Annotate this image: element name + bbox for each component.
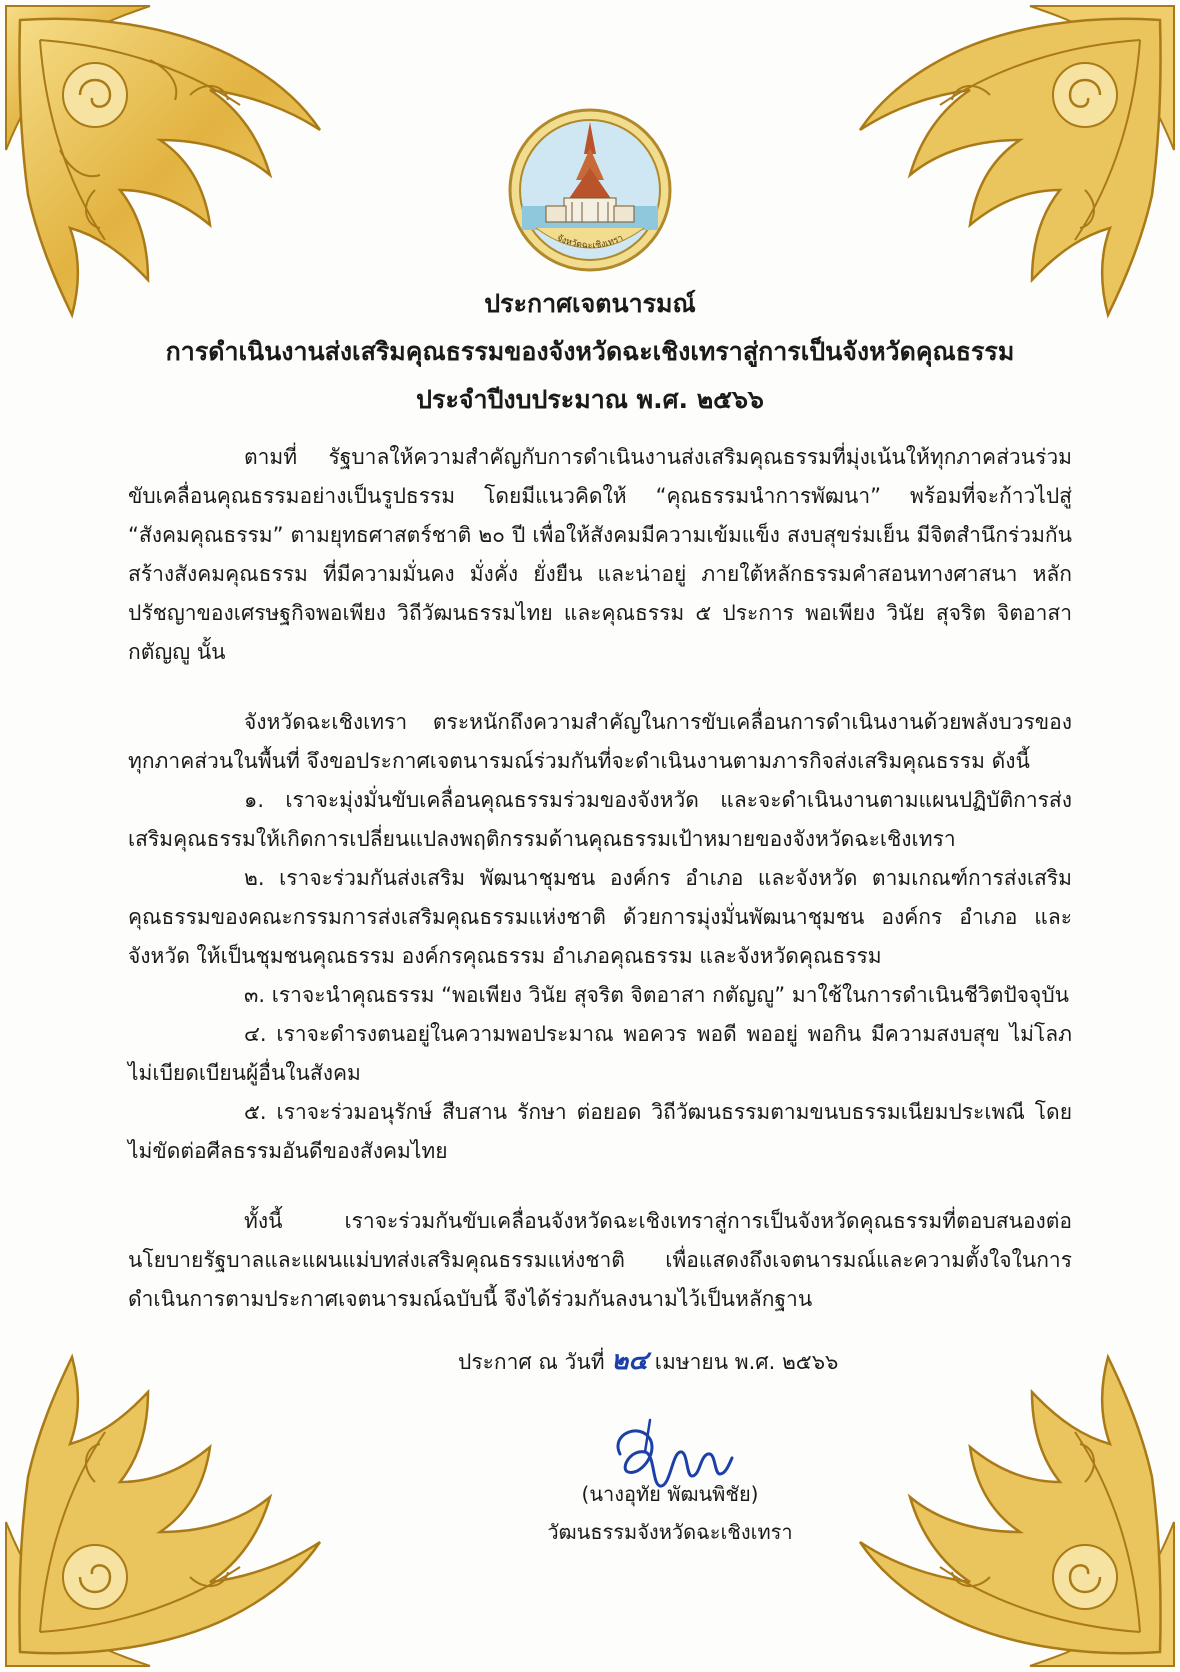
ornament-corner-bottom-left — [0, 1342, 330, 1672]
document-body — [128, 438, 1072, 1319]
ornament-corner-bottom-right — [850, 1342, 1180, 1672]
commitment-list — [128, 781, 1072, 1171]
list-item: ๒. เราจะร่วมกันส่งเสริม พัฒนาชุมชน องค์กร อำเภอ และจังหวัด ตามเกณฑ์การส่งเสริมคุณธรรมของคณะกรรมการส่งเสริมคุณธรรมแห่งชาติ ด้วยการมุ่งมั่นพัฒนาชุมชน องค์กร อำเภอ และจังหวัด ให้เป็นชุมชนคุณธรรม องค์กรคุณธรรม อำเภอคุณธรรม และจังหวัดคุณธรรม — [128, 866, 1072, 968]
title-line-2: การดำเนินงานส่งเสริมคุณธรรมของจังหวัดฉะเชิงเทราสู่การเป็นจังหวัดคุณธรรม — [165, 337, 1015, 366]
paragraph-closing: ทั้งนี้ เราจะร่วมกันขับเคลื่อนจังหวัดฉะเชิงเทราสู่การเป็นจังหวัดคุณธรรมที่ตอบสนองต่อนโยบายรัฐบาลและแผนแม่บทส่งเสริมคุณธรรมแห่งชาติ เพื่อแสดงถึงเจตนารมณ์และความตั้งใจในการดำเนินการตามประกาศเจตนารมณ์ฉบับนี้ จึงได้ร่วมกันลงนามไว้เป็นหลักฐาน — [128, 1209, 1072, 1311]
list-item: ๓. เราจะนำคุณธรรม “พอเพียง วินัย สุจริต จิตอาสา กตัญญู” มาใช้ในการดำเนินชีวิตปัจจุบัน — [244, 983, 1070, 1007]
date-suffix: เมษายน พ.ศ. ๒๕๖๖ — [654, 1350, 839, 1374]
proclamation-date — [458, 1342, 958, 1382]
date-day-handwritten: ๒๔ — [611, 1346, 649, 1376]
date-prefix: ประกาศ ณ วันที่ — [458, 1350, 605, 1374]
provincial-seal-logo — [508, 108, 672, 272]
document-title — [100, 280, 1080, 424]
list-item: ๔. เราจะดำรงตนอยู่ในความพอประมาณ พอควร พอดี พออยู่ พอกิน มีความสงบสุข ไม่โลภ ไม่เบียดเบียนผู้อื่นในสังคม — [128, 1022, 1072, 1085]
title-line-1: ประกาศเจตนารมณ์ — [484, 289, 696, 318]
list-item: ๕. เราจะร่วมอนุรักษ์ สืบสาน รักษา ต่อยอด วิถีวัฒนธรรมตามขนบธรรมเนียมประเพณี โดยไม่ขัดต่อศีลธรรมอันดีของสังคมไทย — [128, 1100, 1072, 1163]
paragraph-province: จังหวัดฉะเชิงเทรา ตระหนักถึงความสำคัญในการขับเคลื่อนการดำเนินงานด้วยพลังบวรของทุกภาคส่วนในพื้นที่ จึงขอประกาศเจตนารมณ์ร่วมกันที่จะดำเนินงานตามภารกิจส่งเสริมคุณธรรม ดังนี้ — [128, 710, 1072, 773]
list-item: ๑. เราจะมุ่งมั่นขับเคลื่อนคุณธรรมร่วมของจังหวัด และจะดำเนินงานตามแผนปฏิบัติการส่งเสริมคุณธรรมให้เกิดการเปลี่ยนแปลงพฤติกรรมด้านคุณธรรมเป้าหมายของจังหวัดฉะเชิงเทรา — [128, 788, 1072, 851]
signatory-name: (นางอุทัย พัฒนพิชัย) — [581, 1482, 759, 1506]
seal-text: จังหวัดฉะเชิงเทรา — [555, 233, 625, 252]
paragraph-intro: ตามที่ รัฐบาลให้ความสำคัญกับการดำเนินงานส่งเสริมคุณธรรมที่มุ่งเน้นให้ทุกภาคส่วนร่วมขับเคลื่อนคุณธรรมอย่างเป็นรูปธรรม โดยมีแนวคิดให้ “คุณธรรมนำการพัฒนา” พร้อมที่จะก้าวไปสู่ “สังคมคุณธรรม” ตามยุทธศาสตร์ชาติ ๒๐ ปี เพื่อให้สังคมมีความเข้มแข็ง สงบสุขร่มเย็น มีจิตสำนึกร่วมกันสร้างสังคมคุณธรรม ที่มีความมั่นคง มั่งคั่ง ยั่งยืน และน่าอยู่ ภายใต้หลักธรรมคำสอนทางศาสนา หลักปรัชญาของเศรษฐกิจพอเพียง วิถีวัฒนธรรมไทย และคุณธรรม ๕ ประการ พอเพียง วินัย สุจริต จิตอาสา กตัญญู นั้น — [128, 445, 1072, 664]
signatory-position: วัฒนธรรมจังหวัดฉะเชิงเทรา — [547, 1520, 793, 1544]
title-line-3: ประจำปีงบประมาณ พ.ศ. ๒๕๖๖ — [416, 385, 764, 414]
